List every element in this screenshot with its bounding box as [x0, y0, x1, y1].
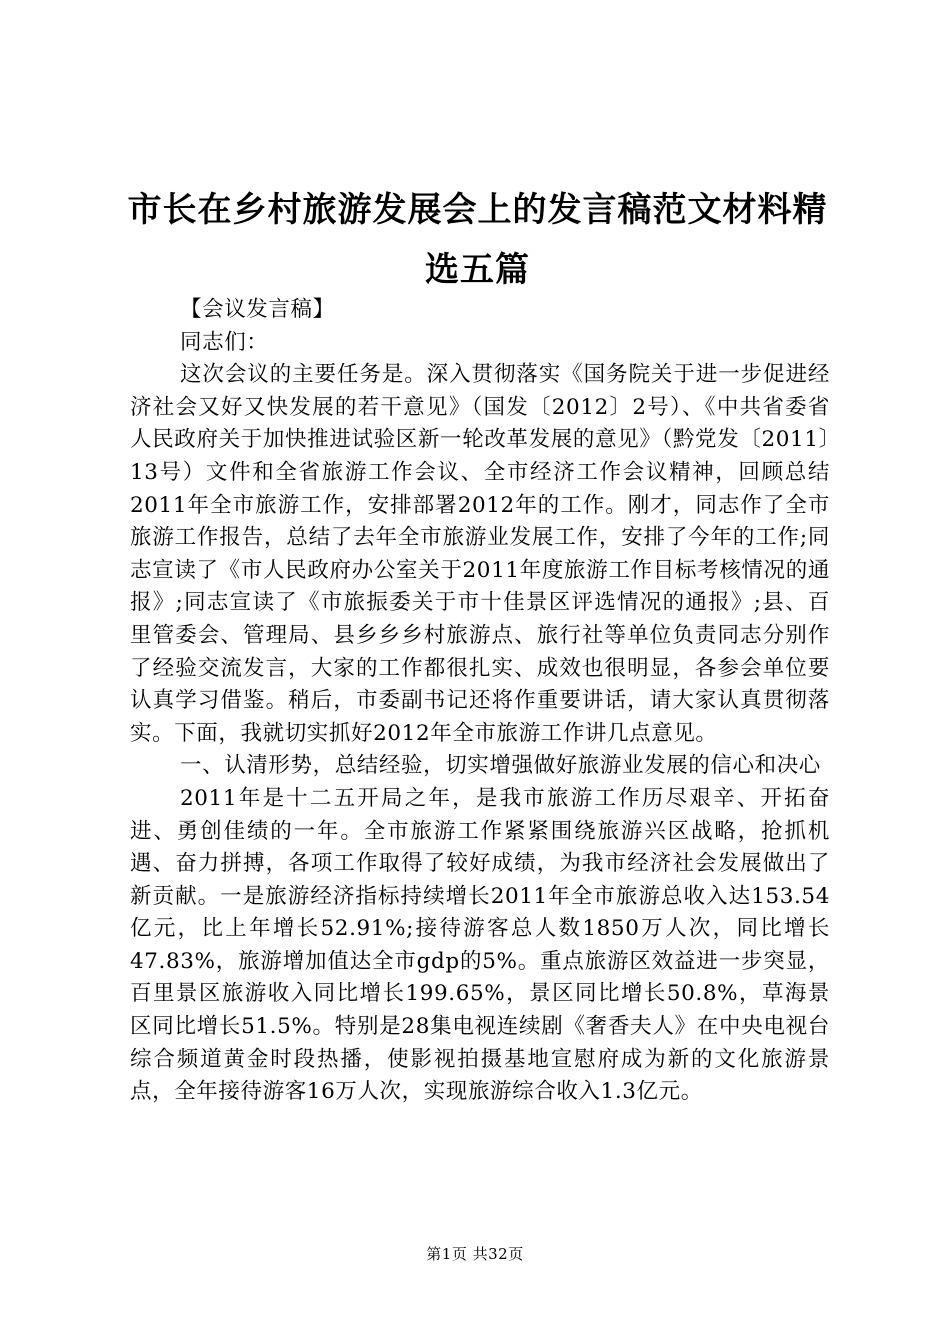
- paragraph-intro: 这次会议的主要任务是。深入贯彻落实《国务院关于进一步促进经济社会又好又快发展的若干意见》（国发〔2012〕2号）、《中共省委省人民政府关于加快推进试验区新一轮改革发展的意见》（黔党发〔2011〕13号）文件和全省旅游工作会议、全市经济工作会议精神，回顾总结2011年全市旅游工作，安排部署2012年的工作。刚才，同志作了全市旅游工作报告，总结了去年全市旅游业发展工作，安排了今年的工作;同志宣读了《市人民政府办公室关于2011年度旅游工作目标考核情况的通报》;同志宣读了《市旅振委关于市十佳景区评选情况的通报》;县、百里管委会、管理局、县乡乡乡村旅游点、旅行社等单位负责同志分别作了经验交流发言，大家的工作都很扎实、成效也很明显，各参会单位要认真学习借鉴。稍后，市委副书记还将作重要讲话，请大家认真贯彻落实。下面，我就切实抓好2012年全市旅游工作讲几点意见。: [130, 362, 830, 746]
- document-tag: 【会议发言稿】: [180, 297, 335, 322]
- page-footer: 第1页 共32页: [426, 1245, 524, 1263]
- salutation: 同志们：: [180, 329, 269, 355]
- paragraph-2011-review: 2011年是十二五开局之年，是我市旅游工作历尽艰辛、开拓奋进、勇创佳绩的一年。全市旅游工作紧紧围绕旅游兴区战略，抢抓机遇、奋力拼搏，各项工作取得了较好成绩，为我市经济社会发展做出了新贡献。一是旅游经济指标持续增长2011年全市旅游总收入达153.54亿元，比上年增长52.91%;接待游客总人数1850万人次，同比增长47.83%，旅游增加值达全市gdp的5%。重点旅游区效益进一步突显，百里景区旅游收入同比增长199.65%，景区同比增长50.8%，草海景区同比增长51.5%。特别是28集电视连续剧《奢香夫人》在中央电视台综合频道黄金时段热播，使影视拍摄基地宣慰府成为新的文化旅游景点，全年接待游客16万人次，实现旅游综合收入1.3亿元。: [130, 785, 830, 1105]
- section-heading-1: 一、认清形势，总结经验，切实增强做好旅游业发展的信心和决心: [180, 753, 821, 779]
- document-title: 市长在乡村旅游发展会上的发言稿范文材料精选五篇: [127, 190, 828, 290]
- document-body: [130, 294, 830, 1109]
